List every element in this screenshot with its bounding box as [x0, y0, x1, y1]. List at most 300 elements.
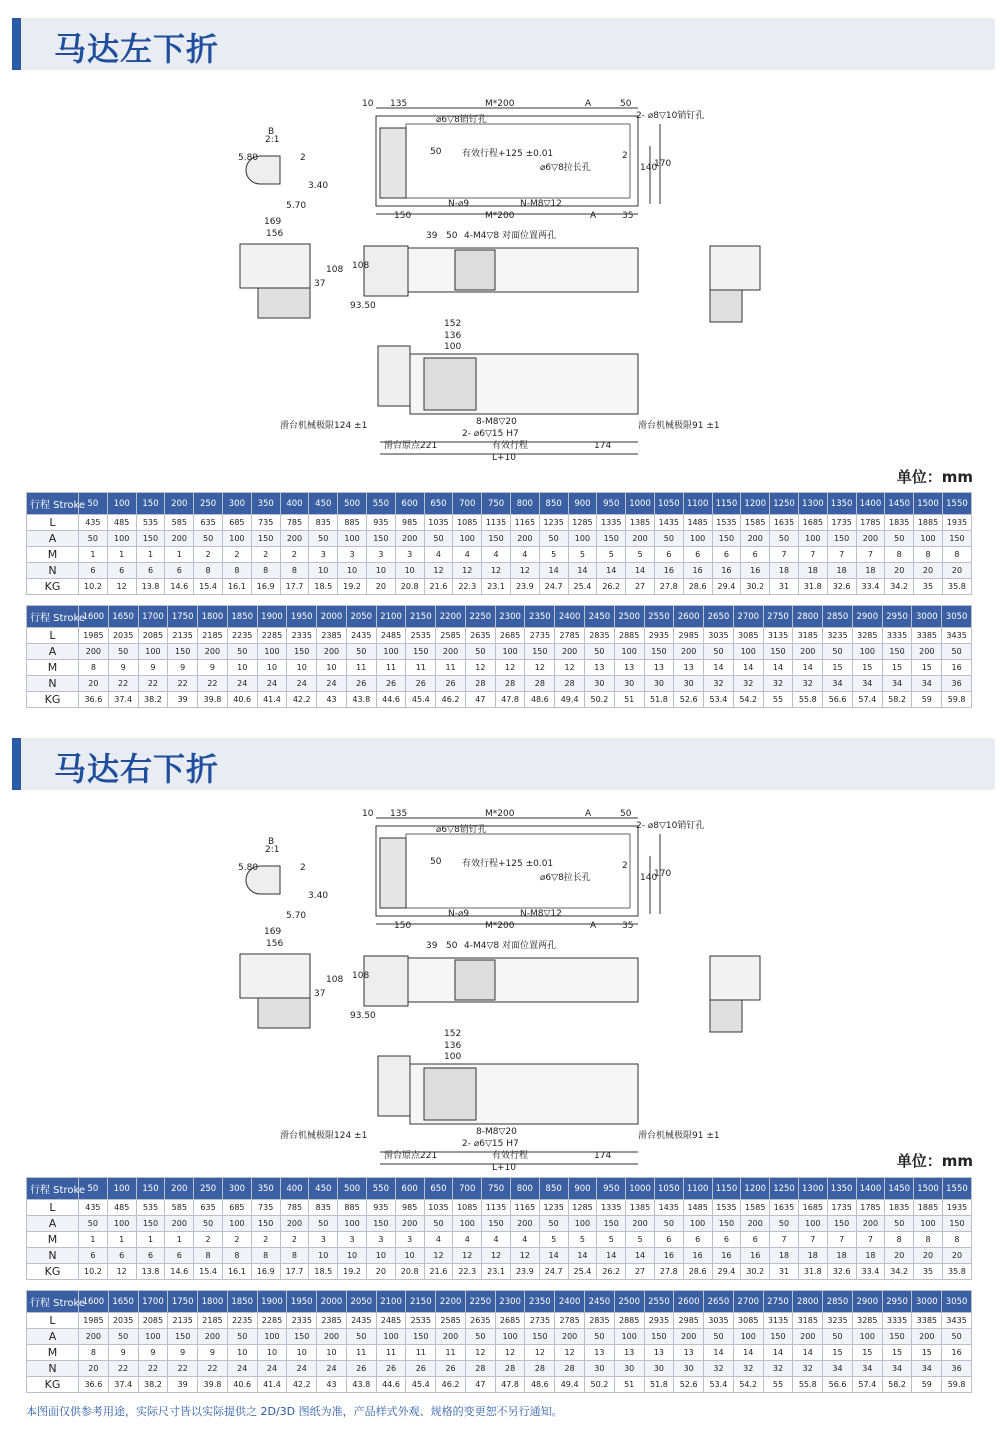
value-cell: 18: [856, 563, 885, 579]
value-cell: 2785: [555, 1313, 585, 1329]
value-cell: 2435: [346, 1313, 376, 1329]
value-cell: 200: [912, 1329, 942, 1345]
value-cell: 32: [793, 676, 823, 692]
value-cell: 15: [823, 660, 853, 676]
value-cell: 100: [495, 1329, 525, 1345]
stroke-cell: 2350: [525, 606, 555, 628]
value-cell: 35.8: [942, 579, 971, 595]
value-cell: 13: [585, 1345, 615, 1361]
value-cell: 10: [257, 1345, 287, 1361]
value-cell: 10: [227, 660, 257, 676]
value-cell: 1335: [597, 1200, 626, 1216]
value-cell: 9: [138, 660, 168, 676]
value-cell: 12: [525, 660, 555, 676]
stroke-cell: 350: [251, 493, 280, 515]
dim-170: 170: [654, 869, 672, 879]
dim-136: 136: [444, 331, 462, 341]
dim-35: 35: [622, 921, 634, 931]
value-cell: 12: [465, 660, 495, 676]
value-cell: 26.2: [597, 579, 626, 595]
value-cell: 21.6: [424, 1264, 453, 1280]
screw-note: 8-M8▽20: [476, 1127, 517, 1137]
value-cell: 685: [222, 515, 251, 531]
technical-drawing: [230, 96, 790, 466]
stroke-cell: 2900: [852, 1291, 882, 1313]
value-cell: 10.2: [79, 579, 108, 595]
value-cell: 27.8: [654, 1264, 683, 1280]
value-cell: 13: [674, 1345, 704, 1361]
header-label: 行程 Stroke: [27, 1291, 79, 1313]
scale-2-1: 2:1: [265, 845, 280, 855]
value-cell: 19.2: [338, 1264, 367, 1280]
stroke-cell: 2450: [585, 606, 615, 628]
value-cell: 200: [317, 644, 347, 660]
value-cell: 200: [674, 644, 704, 660]
front-note: 4-M4▽8 对面位置两孔: [464, 941, 556, 951]
value-cell: 2835: [585, 628, 615, 644]
value-cell: 30: [644, 1361, 674, 1377]
value-cell: 47: [465, 692, 495, 708]
value-cell: 40.6: [227, 1377, 257, 1393]
value-cell: 150: [644, 1329, 674, 1345]
value-cell: 15: [882, 1345, 912, 1361]
value-cell: 150: [251, 1216, 280, 1232]
value-cell: 32: [733, 1361, 763, 1377]
value-cell: 8: [194, 1248, 223, 1264]
value-cell: 2135: [168, 628, 198, 644]
stroke-cell: 1600: [79, 1291, 109, 1313]
value-cell: 41.4: [257, 1377, 287, 1393]
value-cell: 10: [366, 1248, 395, 1264]
value-cell: 33.4: [856, 579, 885, 595]
value-cell: 6: [107, 563, 136, 579]
value-cell: 100: [138, 644, 168, 660]
value-cell: 1385: [626, 1200, 655, 1216]
value-cell: 8: [942, 547, 971, 563]
table-row: [27, 644, 972, 660]
value-cell: 45.4: [406, 1377, 436, 1393]
value-cell: 32: [763, 676, 793, 692]
value-cell: 4: [482, 547, 511, 563]
value-cell: 24.7: [539, 579, 568, 595]
value-cell: 11: [376, 660, 406, 676]
dim-152: 152: [444, 319, 462, 329]
value-cell: 28: [465, 676, 495, 692]
value-cell: 200: [510, 531, 539, 547]
value-cell: 150: [525, 644, 555, 660]
value-cell: 10: [366, 563, 395, 579]
value-cell: 50: [424, 531, 453, 547]
value-cell: 48.6: [525, 692, 555, 708]
row-label: N: [27, 1248, 79, 1264]
value-cell: 28: [495, 676, 525, 692]
value-cell: 14: [597, 563, 626, 579]
value-cell: 18: [827, 1248, 856, 1264]
value-cell: 200: [793, 1329, 823, 1345]
value-cell: 1385: [626, 515, 655, 531]
value-cell: 3285: [852, 628, 882, 644]
value-cell: 635: [194, 1200, 223, 1216]
stroke-label: 有效行程: [492, 441, 529, 451]
stroke-cell: 1650: [108, 606, 138, 628]
footnote: 本图面仅供参考用途，实际尺寸皆以实际提供之 2D/3D 图纸为准，产品样式外观、规格的变更恕不另行通知。: [26, 1405, 563, 1418]
value-cell: 1: [107, 547, 136, 563]
stroke-cell: 1100: [683, 1178, 712, 1200]
stroke-cell: 850: [539, 1178, 568, 1200]
value-cell: 36: [942, 1361, 972, 1377]
value-cell: 54.2: [733, 1377, 763, 1393]
value-cell: 22: [108, 1361, 138, 1377]
table-row: [27, 579, 972, 595]
value-cell: 23.1: [482, 1264, 511, 1280]
stroke-cell: 1750: [168, 606, 198, 628]
value-cell: 6: [683, 547, 712, 563]
stroke-cell: 600: [395, 1178, 424, 1200]
value-cell: 150: [882, 644, 912, 660]
value-cell: 10: [309, 1248, 338, 1264]
value-cell: 35.8: [942, 1264, 971, 1280]
value-cell: 3: [395, 1232, 424, 1248]
row-label: A: [27, 1216, 79, 1232]
value-cell: 150: [482, 1216, 511, 1232]
value-cell: 50: [885, 1216, 914, 1232]
value-cell: 200: [165, 1216, 194, 1232]
value-cell: 50: [654, 1216, 683, 1232]
value-cell: 9: [138, 1345, 168, 1361]
value-cell: 37.4: [108, 692, 138, 708]
value-cell: 18: [856, 1248, 885, 1264]
value-cell: 50: [79, 1216, 108, 1232]
value-cell: 6: [136, 563, 165, 579]
value-cell: 28: [555, 1361, 585, 1377]
value-cell: 435: [79, 515, 108, 531]
stroke-cell: 2150: [406, 606, 436, 628]
section-title: 马达右下折: [54, 750, 220, 788]
value-cell: 43.8: [346, 692, 376, 708]
value-cell: 10: [227, 1345, 257, 1361]
stroke-cell: 250: [194, 493, 223, 515]
front-view-body: [408, 248, 638, 292]
value-cell: 30: [644, 676, 674, 692]
dim-2: 2: [622, 861, 628, 871]
value-cell: 12: [465, 1345, 495, 1361]
stroke-cell: 900: [568, 1178, 597, 1200]
value-cell: 3035: [704, 628, 734, 644]
stroke-cell: 1950: [287, 606, 317, 628]
value-cell: 32: [704, 676, 734, 692]
value-cell: 6: [654, 547, 683, 563]
hole-note: N-⌀9: [448, 909, 470, 919]
value-cell: 200: [626, 1216, 655, 1232]
value-cell: 200: [280, 531, 309, 547]
value-cell: 2935: [644, 628, 674, 644]
row-label: M: [27, 1232, 79, 1248]
value-cell: 42.2: [287, 1377, 317, 1393]
value-cell: 150: [763, 1329, 793, 1345]
value-cell: 2885: [614, 1313, 644, 1329]
value-cell: 2685: [495, 628, 525, 644]
stroke-cell: 600: [395, 493, 424, 515]
value-cell: 50: [424, 1216, 453, 1232]
value-cell: 9: [198, 1345, 228, 1361]
dim-37: 37: [314, 989, 326, 999]
value-cell: 2: [194, 1232, 223, 1248]
value-cell: 1635: [770, 515, 799, 531]
value-cell: 44.6: [376, 1377, 406, 1393]
value-cell: 8: [885, 547, 914, 563]
value-cell: 4: [453, 547, 482, 563]
value-cell: 2335: [287, 628, 317, 644]
value-cell: 12: [555, 1345, 585, 1361]
value-cell: 54.2: [733, 692, 763, 708]
value-cell: 50: [823, 1329, 853, 1345]
value-cell: 5: [626, 1232, 655, 1248]
value-cell: 2: [251, 547, 280, 563]
stroke-cell: 3050: [942, 1291, 972, 1313]
value-cell: 150: [525, 1329, 555, 1345]
row-label: M: [27, 1345, 79, 1361]
value-cell: 59: [912, 692, 942, 708]
stroke-cell: 750: [482, 1178, 511, 1200]
value-cell: 2435: [346, 628, 376, 644]
dim-169: 169: [264, 217, 282, 227]
value-cell: 57.4: [852, 1377, 882, 1393]
value-cell: 2285: [257, 1313, 287, 1329]
stroke-cell: 800: [510, 493, 539, 515]
stroke-cell: 1050: [654, 493, 683, 515]
stroke-cell: 2350: [525, 1291, 555, 1313]
dim-2: 2: [622, 151, 628, 161]
value-cell: 200: [280, 1216, 309, 1232]
value-cell: 44.6: [376, 692, 406, 708]
value-cell: 16: [942, 660, 972, 676]
value-cell: 47.8: [495, 1377, 525, 1393]
table-row: [27, 1264, 972, 1280]
value-cell: 3: [309, 1232, 338, 1248]
value-cell: 20: [79, 676, 109, 692]
dim-136: 136: [444, 1041, 462, 1051]
value-cell: 985: [395, 515, 424, 531]
dim-580: 5.80: [238, 863, 259, 873]
value-cell: 8: [222, 1248, 251, 1264]
value-cell: 200: [436, 644, 466, 660]
end-view: [240, 954, 310, 998]
value-cell: 9: [168, 660, 198, 676]
stroke-cell: 150: [136, 1178, 165, 1200]
row-label: KG: [27, 579, 79, 595]
value-cell: 18: [827, 563, 856, 579]
value-cell: 100: [914, 531, 943, 547]
stroke-cell: 1000: [626, 493, 655, 515]
value-cell: 4: [424, 1232, 453, 1248]
value-cell: 32: [704, 1361, 734, 1377]
value-cell: 18.5: [309, 1264, 338, 1280]
value-cell: 34: [823, 676, 853, 692]
stroke-cell: 100: [107, 1178, 136, 1200]
value-cell: 16: [654, 563, 683, 579]
table-row: [27, 1377, 972, 1393]
value-cell: 17.7: [280, 579, 309, 595]
pin-hole-note: 2- ⌀8▽10销钉孔: [636, 111, 705, 121]
value-cell: 1135: [482, 515, 511, 531]
value-cell: 5: [539, 1232, 568, 1248]
value-cell: 53.4: [704, 692, 734, 708]
dim-156: 156: [266, 939, 284, 949]
dim-35: 35: [622, 211, 634, 221]
value-cell: 150: [406, 644, 436, 660]
value-cell: 2785: [555, 628, 585, 644]
value-cell: 9: [108, 660, 138, 676]
total-label: L+10: [492, 1163, 517, 1173]
value-cell: 200: [555, 1329, 585, 1345]
value-cell: 28: [525, 676, 555, 692]
value-cell: 8: [79, 1345, 109, 1361]
value-cell: 10: [317, 1345, 347, 1361]
view-b: B: [268, 127, 275, 137]
spec-table: [26, 492, 972, 595]
stroke-cell: 50: [79, 493, 108, 515]
value-cell: 56.6: [823, 692, 853, 708]
value-cell: 50: [346, 1329, 376, 1345]
value-cell: 200: [198, 644, 228, 660]
value-cell: 1285: [568, 1200, 597, 1216]
value-cell: 6: [741, 1232, 770, 1248]
value-cell: 1435: [654, 1200, 683, 1216]
value-cell: 14: [733, 1345, 763, 1361]
dim-340: 3.40: [308, 891, 329, 901]
table-row: [27, 1248, 972, 1264]
value-cell: 59: [912, 1377, 942, 1393]
value-cell: 2385: [317, 628, 347, 644]
dim-340: 3.40: [308, 181, 329, 191]
dim-150: 150: [394, 921, 412, 931]
value-cell: 8: [79, 660, 109, 676]
value-cell: 20: [366, 1264, 395, 1280]
value-cell: 12: [510, 1248, 539, 1264]
value-cell: 20: [942, 563, 971, 579]
value-cell: 39: [168, 692, 198, 708]
value-cell: 100: [568, 531, 597, 547]
value-cell: 8: [222, 563, 251, 579]
value-cell: 100: [453, 531, 482, 547]
value-cell: 2685: [495, 1313, 525, 1329]
value-cell: 11: [436, 660, 466, 676]
value-cell: 4: [482, 1232, 511, 1248]
screw-note: 8-M8▽20: [476, 417, 517, 427]
value-cell: 1585: [741, 1200, 770, 1216]
stroke-cell: 2650: [704, 1291, 734, 1313]
value-cell: 200: [510, 1216, 539, 1232]
value-cell: 14: [763, 660, 793, 676]
value-cell: 50: [309, 531, 338, 547]
value-cell: 200: [436, 1329, 466, 1345]
value-cell: 6: [165, 1248, 194, 1264]
value-cell: 3335: [882, 1313, 912, 1329]
value-cell: 735: [251, 1200, 280, 1216]
dim-m200: M*200: [485, 809, 515, 819]
value-cell: 200: [79, 644, 109, 660]
dim-570: 5.70: [286, 911, 307, 921]
value-cell: 18: [798, 1248, 827, 1264]
stroke-cell: 1200: [741, 493, 770, 515]
value-cell: 5: [597, 547, 626, 563]
value-cell: 2: [222, 1232, 251, 1248]
value-cell: 36: [942, 676, 972, 692]
value-cell: 1165: [510, 1200, 539, 1216]
value-cell: 22: [168, 1361, 198, 1377]
value-cell: 2485: [376, 628, 406, 644]
value-cell: 22: [168, 676, 198, 692]
value-cell: 1685: [798, 515, 827, 531]
dim-170: 170: [654, 159, 672, 169]
value-cell: 51.8: [644, 692, 674, 708]
value-cell: 3: [309, 547, 338, 563]
value-cell: 14: [539, 1248, 568, 1264]
value-cell: 42.2: [287, 692, 317, 708]
dim-108-front: 108: [352, 261, 370, 271]
dim-2-side: 2: [300, 863, 306, 873]
motor-block: [380, 838, 406, 908]
value-cell: 50: [654, 531, 683, 547]
scale-2-1: 2:1: [265, 135, 280, 145]
dim-m200-b: M*200: [485, 921, 515, 931]
value-cell: 2285: [257, 628, 287, 644]
value-cell: 50: [108, 1329, 138, 1345]
value-cell: 16: [683, 563, 712, 579]
value-cell: 2035: [108, 628, 138, 644]
value-cell: 2335: [287, 1313, 317, 1329]
value-cell: 3: [366, 1232, 395, 1248]
value-cell: 3235: [823, 1313, 853, 1329]
value-cell: 200: [317, 1329, 347, 1345]
value-cell: 6: [741, 547, 770, 563]
value-cell: 24.7: [539, 1264, 568, 1280]
dim-140: 140: [640, 873, 658, 883]
value-cell: 1485: [683, 1200, 712, 1216]
spec-table: [26, 1290, 972, 1393]
value-cell: 15: [912, 660, 942, 676]
stroke-cell: 2100: [376, 606, 406, 628]
stroke-cell: 2300: [495, 606, 525, 628]
value-cell: 3: [338, 547, 367, 563]
value-cell: 26: [406, 676, 436, 692]
value-cell: 22: [198, 1361, 228, 1377]
row-label: A: [27, 644, 79, 660]
thread-note: N-M8▽12: [520, 909, 562, 919]
value-cell: 14.6: [165, 579, 194, 595]
value-cell: 39.8: [198, 1377, 228, 1393]
value-cell: 14: [626, 1248, 655, 1264]
value-cell: 50: [539, 531, 568, 547]
value-cell: 935: [366, 1200, 395, 1216]
pin-hole-note: 2- ⌀8▽10销钉孔: [636, 821, 705, 831]
stroke-cell: 2400: [555, 1291, 585, 1313]
stroke-cell: 2800: [793, 606, 823, 628]
value-cell: 46.2: [436, 1377, 466, 1393]
table-row: [27, 1216, 972, 1232]
value-cell: 3385: [912, 1313, 942, 1329]
value-cell: 535: [136, 1200, 165, 1216]
value-cell: 34: [882, 1361, 912, 1377]
value-cell: 1585: [741, 515, 770, 531]
value-cell: 200: [912, 644, 942, 660]
stroke-cell: 2950: [882, 1291, 912, 1313]
stroke-cell: 750: [482, 493, 511, 515]
value-cell: 50.2: [585, 692, 615, 708]
value-cell: 46.2: [436, 692, 466, 708]
value-cell: 50: [704, 1329, 734, 1345]
dim-150: 150: [394, 211, 412, 221]
